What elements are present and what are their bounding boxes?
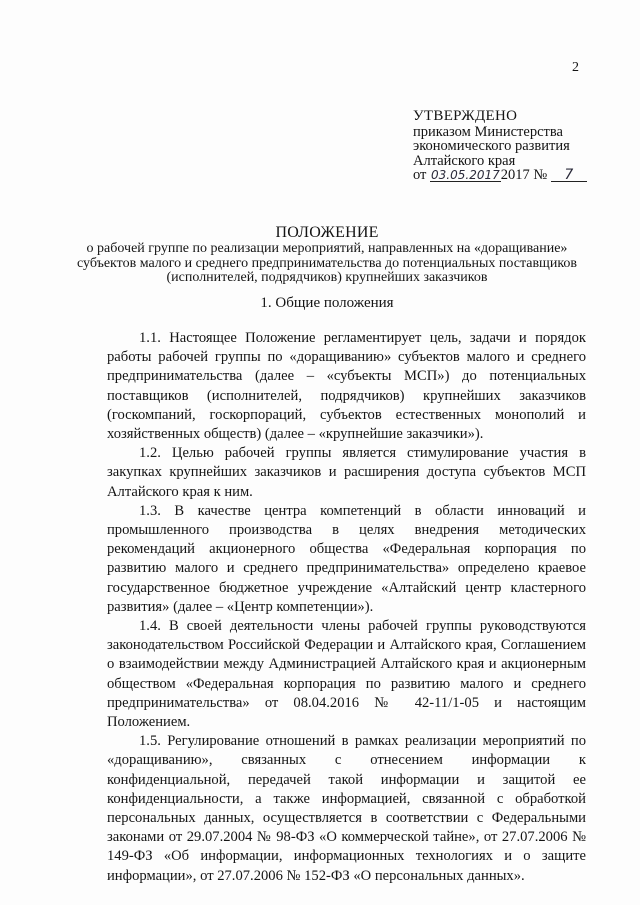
page-number: 2: [572, 60, 579, 75]
date-prefix: от: [413, 167, 427, 183]
handwritten-order-number: 7: [551, 169, 587, 182]
title-block: [60, 224, 594, 286]
document-title: ПОЛОЖЕНИЕ: [275, 224, 379, 241]
body-text: [107, 329, 586, 886]
paragraph-1-4: 1.4. В своей деятельности члены рабочей группы руководствуются законодательством Российской Федерации и Алтайского края, Соглашением о взаимодействии между Администрацией Алтайского края и акционерным обществом «Федеральная корпорация по развитию малого и среднего предпринимательства» от 08.04.2016 № 42-11/1-05 и настоящим Положением.: [107, 618, 586, 731]
handwritten-date: 03.05.2017: [431, 168, 500, 182]
paragraph-1-3: 1.3. В качестве центра компетенций в области инноваций и промышленного производства в целях внедрения методических рекомендаций акционерного общества «Федеральная корпорация по развитию малого и среднего предпринимательства» определено краевое государственное бюджетное учреждение «Алтайский центр кластерного развития» (далее – «Центр компетенции»).: [107, 502, 586, 615]
approval-line-1: приказом Министерства: [413, 123, 563, 140]
year-number-label: 2017 №: [500, 167, 548, 183]
approval-date-line: [413, 168, 587, 183]
document-subtitle: о рабочей группе по реализации мероприятий, направленных на «доращивание» субъектов малого и среднего предпринимательства до потенциальных поставщиков (исполнителей, подрядчиков) крупнейших заказчиков: [76, 241, 578, 285]
approval-line-3: Алтайского края: [413, 152, 516, 169]
paragraph-1-2: 1.2. Целью рабочей группы является стимулирование участия в закупках крупнейших заказчиков и расширения доступа субъектов МСП Алтайского края к ним.: [107, 445, 586, 500]
section-heading: 1. Общие положения: [260, 295, 394, 311]
approved-label: УТВЕРЖДЕНО: [413, 108, 518, 124]
paragraph-1-1: 1.1. Настоящее Положение регламентирует цель, задачи и порядок работы рабочей группы по «доращиванию» субъектов малого и среднего предпринимательства (далее – «субъекты МСП») до потенциальных поставщиков (исполнителей, подрядчиков) крупнейших заказчиков (госкомпаний, госкорпораций, субъектов естественных монополий и хозяйственных обществ) (далее – «крупнейшие заказчики»).: [107, 330, 586, 443]
paragraph-1-5: 1.5. Регулирование отношений в рамках реализации мероприятий по «доращиванию», связанных с отнесением информации к конфиденциальной, передачей такой информации и защитой ее конфиденциальности, а также информацией, связанной с обработкой персональных данных, осуществляется в соответствии с Федеральными законами от 29.07.2004 № 98-ФЗ «О коммерческой тайне», от 27.07.2006 № 149-ФЗ «Об информации, информационных технологиях и о защите информации», от 27.07.2006 № 152-ФЗ «О персональных данных».: [107, 733, 586, 884]
approval-stamp-block: [413, 109, 587, 183]
approval-line-2: экономического развития: [413, 138, 570, 154]
